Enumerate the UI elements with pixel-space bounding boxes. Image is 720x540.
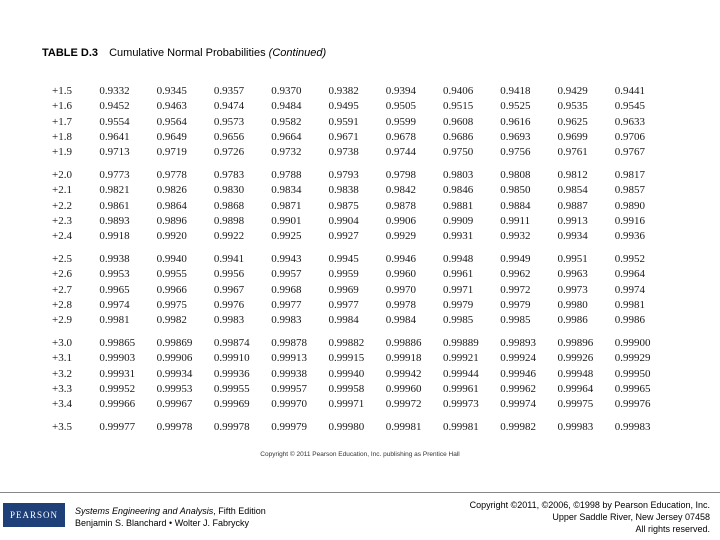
probability-cell: 0.9980 — [557, 298, 588, 311]
z-value-cell: +2.5 — [52, 252, 72, 265]
probability-cell: 0.9726 — [213, 146, 245, 159]
probability-cell: 0.9798 — [385, 168, 416, 181]
probability-cell: 0.9773 — [99, 168, 130, 181]
probability-cell: 0.9633 — [614, 115, 646, 128]
probability-cell: 0.9904 — [328, 214, 359, 227]
probability-cell: 0.99886 — [385, 336, 422, 349]
probability-cell: 0.99948 — [557, 367, 594, 380]
probability-cell: 0.9761 — [557, 146, 588, 159]
probability-cell: 0.9854 — [557, 184, 588, 197]
probability-cell: 0.9920 — [156, 230, 187, 243]
table-row — [52, 183, 672, 198]
probability-cell: 0.9656 — [213, 130, 245, 143]
table-row — [52, 229, 672, 244]
probability-cell: 0.99900 — [614, 336, 651, 349]
probability-cell: 0.9956 — [213, 268, 245, 281]
probability-cell: 0.9505 — [385, 100, 416, 113]
probability-cell: 0.99977 — [99, 420, 136, 433]
z-value-cell: +2.9 — [52, 314, 72, 327]
probability-cell: 0.9878 — [385, 199, 416, 212]
table-row — [52, 84, 672, 99]
probability-cell: 0.9783 — [213, 168, 245, 181]
probability-cell: 0.9861 — [99, 199, 130, 212]
probability-cell: 0.99869 — [156, 336, 193, 349]
probability-cell: 0.9846 — [442, 184, 474, 197]
probability-cell: 0.99893 — [500, 336, 536, 349]
table-row — [52, 214, 672, 229]
table-row — [52, 298, 672, 313]
probability-cell: 0.9671 — [328, 130, 359, 143]
z-value-cell: +2.7 — [52, 283, 72, 296]
probability-cell: 0.9948 — [442, 252, 474, 265]
probability-cell: 0.99964 — [557, 382, 594, 395]
probability-cell: 0.9535 — [557, 100, 588, 113]
probability-cell: 0.9719 — [156, 146, 187, 159]
probability-cell: 0.99962 — [500, 382, 536, 395]
probability-cell: 0.9970 — [385, 283, 416, 296]
probability-cell: 0.9838 — [328, 184, 359, 197]
table-row — [52, 115, 672, 130]
z-value-cell: +2.2 — [52, 199, 72, 212]
probability-cell: 0.9963 — [557, 268, 588, 281]
probability-cell: 0.9793 — [328, 168, 359, 181]
probability-cell: 0.9808 — [500, 168, 531, 181]
probability-cell: 0.9693 — [500, 130, 531, 143]
probability-cell: 0.9979 — [442, 298, 474, 311]
probability-cell: 0.99918 — [385, 352, 422, 365]
probability-cell: 0.9382 — [328, 85, 359, 97]
probability-cell: 0.9564 — [156, 115, 187, 128]
probability-cell: 0.9686 — [442, 130, 474, 143]
probability-cell: 0.9884 — [500, 199, 531, 212]
book-title: Systems Engineering and Analysis — [75, 506, 214, 516]
probability-cell: 0.9983 — [213, 314, 245, 327]
probability-cell: 0.9441 — [614, 85, 646, 97]
table-row — [52, 313, 672, 328]
probability-cell: 0.99983 — [614, 420, 651, 433]
probability-cell: 0.9591 — [328, 115, 359, 128]
probability-cell: 0.9936 — [614, 230, 646, 243]
probability-cell: 0.99970 — [271, 398, 307, 411]
probability-cell: 0.99913 — [271, 352, 307, 365]
probability-cell: 0.9678 — [385, 130, 416, 143]
table-row — [52, 382, 672, 397]
probability-cell: 0.9927 — [328, 230, 359, 243]
probability-cell: 0.9788 — [271, 168, 302, 181]
probability-cell: 0.9857 — [614, 184, 646, 197]
probability-cell: 0.99889 — [442, 336, 479, 349]
probability-cell: 0.9370 — [271, 85, 302, 97]
z-value-cell: +3.0 — [52, 336, 72, 349]
rights-line-3: All rights reserved. — [635, 524, 710, 534]
probability-cell: 0.9599 — [385, 115, 416, 128]
table-row — [52, 351, 672, 366]
probability-cell: 0.9744 — [385, 146, 416, 159]
probability-table — [52, 84, 672, 435]
probability-cell: 0.99978 — [213, 420, 250, 433]
probability-cell: 0.9946 — [385, 252, 416, 265]
rights-line-1: Copyright ©2011, ©2006, ©1998 by Pearson Education, Inc. — [469, 500, 710, 510]
probability-cell: 0.9952 — [614, 252, 646, 265]
z-value-cell: +2.0 — [52, 168, 72, 181]
z-value-cell: +1.9 — [52, 146, 72, 159]
probability-cell: 0.9940 — [156, 252, 187, 265]
probability-cell: 0.9931 — [442, 230, 474, 243]
probability-cell: 0.9916 — [614, 214, 646, 227]
probability-cell: 0.99924 — [500, 352, 536, 365]
probability-cell: 0.9713 — [99, 146, 130, 159]
probability-cell: 0.9545 — [614, 100, 646, 113]
probability-cell: 0.9984 — [328, 314, 359, 327]
z-value-cell: +2.3 — [52, 214, 72, 227]
probability-cell: 0.99931 — [99, 367, 136, 380]
probability-cell: 0.99967 — [156, 398, 193, 411]
probability-cell: 0.99975 — [557, 398, 594, 411]
image-copyright: Copyright © 2011 Pearson Education, Inc. publishing as Prentice Hall — [260, 451, 460, 458]
probability-cell: 0.99936 — [213, 367, 250, 380]
probability-cell: 0.9893 — [99, 214, 130, 227]
probability-cell: 0.9964 — [614, 268, 646, 281]
z-value-cell: +3.3 — [52, 382, 72, 395]
probability-cell: 0.99934 — [156, 367, 193, 380]
probability-cell: 0.9452 — [99, 100, 130, 113]
probability-cell: 0.9941 — [213, 252, 245, 265]
probability-cell: 0.9977 — [328, 298, 359, 311]
probability-cell: 0.9918 — [99, 230, 130, 243]
table-title-suffix: (Continued) — [268, 47, 327, 59]
table-row — [52, 145, 672, 160]
probability-cell: 0.99906 — [156, 352, 193, 365]
z-value-cell: +3.4 — [52, 398, 72, 411]
probability-cell: 0.9573 — [213, 115, 245, 128]
probability-cell: 0.9901 — [271, 214, 302, 227]
probability-cell: 0.9641 — [99, 130, 130, 143]
pearson-logo: PEARSON — [3, 503, 65, 527]
probability-cell: 0.99981 — [442, 420, 479, 433]
probability-cell: 0.99896 — [557, 336, 594, 349]
table-row — [52, 336, 672, 351]
probability-cell: 0.9929 — [385, 230, 416, 243]
table-row — [52, 283, 672, 298]
probability-cell: 0.9842 — [385, 184, 416, 197]
probability-cell: 0.99910 — [213, 352, 250, 365]
probability-cell: 0.9977 — [271, 298, 302, 311]
rights-notice — [470, 499, 710, 535]
probability-cell: 0.9906 — [385, 214, 416, 227]
probability-cell: 0.9515 — [442, 100, 474, 113]
probability-cell: 0.99942 — [385, 367, 422, 380]
table-row — [52, 252, 672, 267]
probability-cell: 0.99953 — [156, 382, 193, 395]
probability-cell: 0.9756 — [500, 146, 531, 159]
table-row — [52, 397, 672, 412]
probability-cell: 0.99960 — [385, 382, 422, 395]
probability-cell: 0.9968 — [271, 283, 302, 296]
z-value-cell: +2.1 — [52, 184, 72, 197]
probability-cell: 0.9974 — [614, 283, 646, 296]
probability-cell: 0.9971 — [442, 283, 474, 296]
probability-cell: 0.99961 — [442, 382, 479, 395]
probability-cell: 0.9767 — [614, 146, 646, 159]
probability-cell: 0.9418 — [500, 85, 531, 97]
probability-cell: 0.99973 — [442, 398, 479, 411]
probability-cell: 0.9925 — [271, 230, 302, 243]
probability-cell: 0.99921 — [442, 352, 479, 365]
probability-cell: 0.9985 — [442, 314, 474, 327]
table-row — [52, 168, 672, 183]
table-row — [52, 130, 672, 145]
probability-cell: 0.9961 — [442, 268, 474, 281]
probability-cell: 0.9934 — [557, 230, 588, 243]
probability-cell: 0.99969 — [213, 398, 250, 411]
z-value-cell: +2.6 — [52, 268, 72, 281]
probability-cell: 0.99974 — [500, 398, 536, 411]
probability-cell: 0.9345 — [156, 85, 187, 97]
probability-cell: 0.9875 — [328, 199, 359, 212]
probability-cell: 0.9986 — [614, 314, 646, 327]
probability-cell: 0.99950 — [614, 367, 651, 380]
probability-cell: 0.9830 — [213, 184, 245, 197]
z-value-cell: +1.5 — [52, 85, 72, 97]
probability-cell: 0.99865 — [99, 336, 136, 349]
probability-cell: 0.9981 — [99, 314, 130, 327]
probability-cell: 0.9957 — [271, 268, 302, 281]
probability-cell: 0.9898 — [213, 214, 245, 227]
probability-cell: 0.99882 — [328, 336, 365, 349]
probability-cell: 0.99874 — [213, 336, 250, 349]
probability-cell: 0.99952 — [99, 382, 136, 395]
probability-cell: 0.9394 — [385, 85, 416, 97]
probability-cell: 0.99929 — [614, 352, 651, 365]
probability-cell: 0.99915 — [328, 352, 365, 365]
probability-cell: 0.9911 — [500, 214, 531, 227]
table-row — [52, 99, 672, 114]
probability-cell: 0.9913 — [557, 214, 588, 227]
book-authors: Benjamin S. Blanchard • Wolter J. Fabrycky — [75, 518, 250, 528]
footer-divider — [0, 492, 720, 493]
probability-cell: 0.9985 — [500, 314, 531, 327]
probability-cell: 0.9896 — [156, 214, 187, 227]
probability-cell: 0.9616 — [500, 115, 531, 128]
probability-cell: 0.9979 — [500, 298, 531, 311]
probability-cell: 0.9951 — [557, 252, 588, 265]
z-value-cell: +2.8 — [52, 298, 72, 311]
probability-cell: 0.99976 — [614, 398, 651, 411]
probability-cell: 0.99971 — [328, 398, 365, 411]
probability-cell: 0.9978 — [385, 298, 416, 311]
probability-cell: 0.9850 — [500, 184, 531, 197]
probability-cell: 0.9821 — [99, 184, 130, 197]
probability-cell: 0.99944 — [442, 367, 479, 380]
probability-cell: 0.9945 — [328, 252, 359, 265]
probability-cell: 0.9750 — [442, 146, 474, 159]
probability-cell: 0.9959 — [328, 268, 359, 281]
probability-cell: 0.99955 — [213, 382, 250, 395]
probability-cell: 0.9357 — [213, 85, 245, 97]
probability-cell: 0.9871 — [271, 199, 302, 212]
probability-cell: 0.9778 — [156, 168, 187, 181]
probability-cell: 0.9953 — [99, 268, 130, 281]
probability-cell: 0.99965 — [614, 382, 651, 395]
probability-cell: 0.9803 — [442, 168, 474, 181]
probability-cell: 0.9664 — [271, 130, 302, 143]
probability-cell: 0.9976 — [213, 298, 245, 311]
probability-cell: 0.9943 — [271, 252, 302, 265]
probability-cell: 0.9909 — [442, 214, 474, 227]
table-title — [42, 47, 326, 59]
z-value-cell: +3.1 — [52, 352, 72, 365]
probability-cell: 0.9965 — [99, 283, 130, 296]
probability-cell: 0.9975 — [156, 298, 187, 311]
probability-cell: 0.9525 — [500, 100, 531, 113]
probability-cell: 0.9966 — [156, 283, 187, 296]
probability-cell: 0.9608 — [442, 115, 474, 128]
probability-cell: 0.9955 — [156, 268, 187, 281]
probability-cell: 0.9582 — [271, 115, 302, 128]
table-row — [52, 420, 672, 435]
probability-cell: 0.99940 — [328, 367, 365, 380]
probability-cell: 0.9922 — [213, 230, 245, 243]
table-row — [52, 199, 672, 214]
probability-cell: 0.9649 — [156, 130, 187, 143]
probability-cell: 0.9484 — [271, 100, 302, 113]
probability-cell: 0.99966 — [99, 398, 136, 411]
z-value-cell: +2.4 — [52, 230, 72, 243]
probability-cell: 0.9474 — [213, 100, 245, 113]
table-title-text: Cumulative Normal Probabilities — [109, 47, 266, 59]
probability-cell: 0.99878 — [271, 336, 307, 349]
probability-cell: 0.9554 — [99, 115, 130, 128]
probability-cell: 0.9967 — [213, 283, 245, 296]
probability-cell: 0.9986 — [557, 314, 588, 327]
probability-cell: 0.9495 — [328, 100, 359, 113]
probability-cell: 0.9984 — [385, 314, 416, 327]
book-edition: , Fifth Edition — [213, 506, 266, 516]
probability-cell: 0.99980 — [328, 420, 365, 433]
probability-cell: 0.9881 — [442, 199, 474, 212]
probability-cell: 0.9812 — [557, 168, 588, 181]
probability-cell: 0.9732 — [271, 146, 302, 159]
probability-cell: 0.9463 — [156, 100, 187, 113]
probability-cell: 0.99938 — [271, 367, 307, 380]
probability-cell: 0.99926 — [557, 352, 594, 365]
probability-cell: 0.99946 — [500, 367, 536, 380]
probability-cell: 0.9625 — [557, 115, 588, 128]
probability-cell: 0.99983 — [557, 420, 594, 433]
probability-cell: 0.9938 — [99, 252, 130, 265]
probability-cell: 0.9699 — [557, 130, 588, 143]
table-id: TABLE D.3 — [42, 47, 99, 59]
rights-line-2: Upper Saddle River, New Jersey 07458 — [552, 512, 710, 522]
probability-cell: 0.9972 — [500, 283, 531, 296]
probability-cell: 0.9834 — [271, 184, 302, 197]
probability-cell: 0.9429 — [557, 85, 588, 97]
probability-cell: 0.99972 — [385, 398, 422, 411]
probability-cell: 0.9982 — [156, 314, 187, 327]
probability-cell: 0.99903 — [99, 352, 136, 365]
probability-cell: 0.99982 — [500, 420, 536, 433]
probability-cell: 0.9969 — [328, 283, 359, 296]
probability-cell: 0.99957 — [271, 382, 307, 395]
table-row — [52, 267, 672, 282]
probability-cell: 0.99958 — [328, 382, 365, 395]
probability-cell: 0.9738 — [328, 146, 359, 159]
probability-cell: 0.9973 — [557, 283, 588, 296]
z-value-cell: +1.8 — [52, 130, 72, 143]
probability-cell: 0.9960 — [385, 268, 416, 281]
probability-cell: 0.9962 — [500, 268, 531, 281]
probability-cell: 0.9890 — [614, 199, 646, 212]
probability-cell: 0.99978 — [156, 420, 193, 433]
probability-cell: 0.9932 — [500, 230, 531, 243]
z-value-cell: +1.6 — [52, 100, 72, 113]
probability-cell: 0.9981 — [614, 298, 646, 311]
probability-cell: 0.9887 — [557, 199, 588, 212]
probability-cell: 0.9974 — [99, 298, 130, 311]
table-row — [52, 367, 672, 382]
book-info — [75, 505, 266, 529]
probability-cell: 0.9706 — [614, 130, 646, 143]
probability-cell: 0.9983 — [271, 314, 302, 327]
probability-cell: 0.9406 — [442, 85, 474, 97]
z-value-cell: +1.7 — [52, 115, 72, 128]
probability-cell: 0.9826 — [156, 184, 187, 197]
probability-cell: 0.9868 — [213, 199, 245, 212]
z-value-cell: +3.2 — [52, 367, 72, 380]
probability-cell: 0.9332 — [99, 85, 130, 97]
probability-cell: 0.99981 — [385, 420, 422, 433]
probability-cell: 0.99979 — [271, 420, 307, 433]
probability-cell: 0.9817 — [614, 168, 646, 181]
z-value-cell: +3.5 — [52, 420, 72, 433]
probability-cell: 0.9864 — [156, 199, 187, 212]
probability-cell: 0.9949 — [500, 252, 531, 265]
